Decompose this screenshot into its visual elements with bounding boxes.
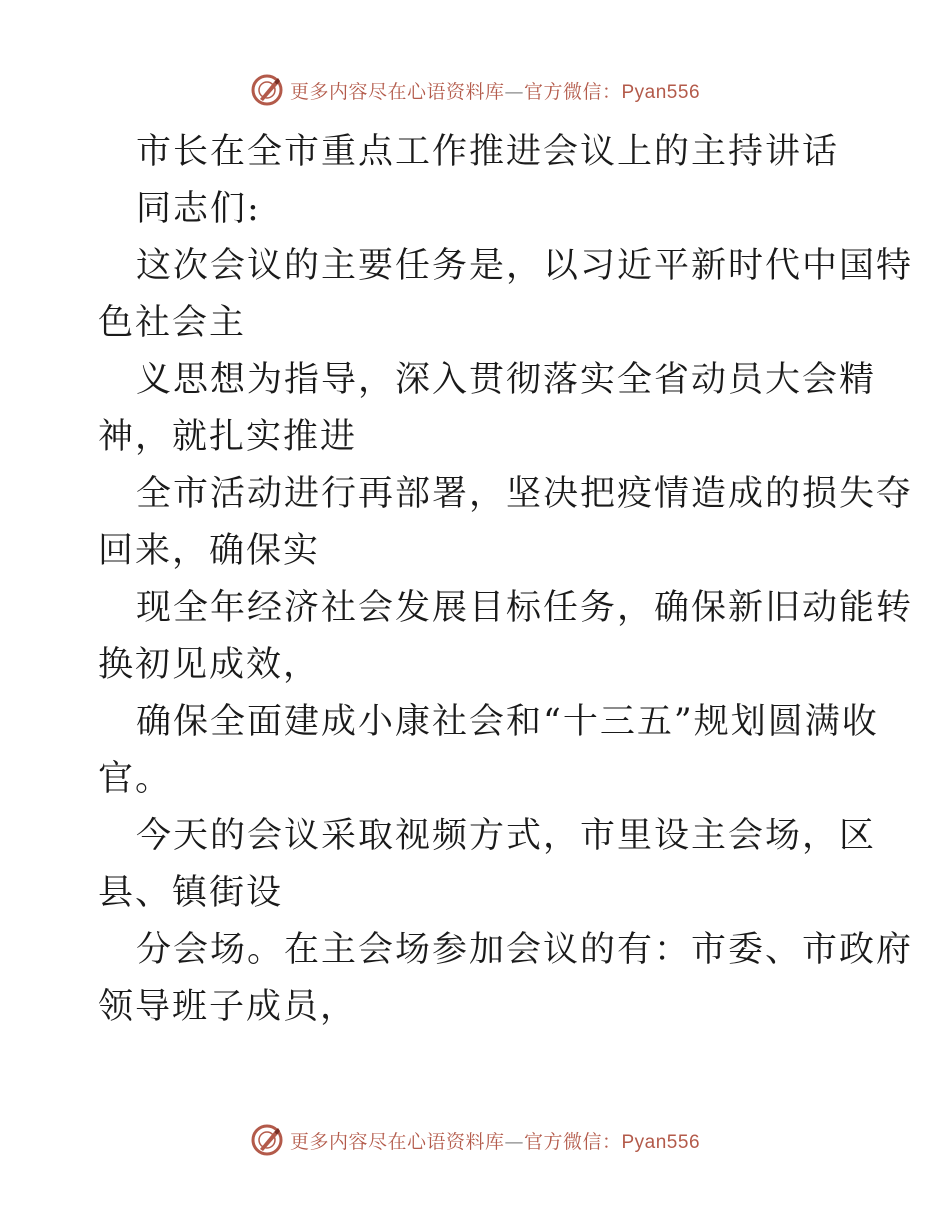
paragraph-line: 这次会议的主要任务是，以习近平新时代中国特 (136, 246, 914, 286)
paragraph-line: 义思想为指导，深入贯彻落实全省动员大会精 (136, 360, 877, 400)
header-banner-title: 更多内容尽在心语资料库 (289, 80, 505, 103)
header-banner-contact: 官方微信：Pyan556 (524, 81, 701, 103)
paragraph-line: 确保全面建成小康社会和“十三五”规划圆满收 (136, 702, 879, 742)
footer-banner-separator: — (504, 1130, 524, 1153)
document-title: 市长在全市重点工作推进会议上的主持讲话 (136, 132, 840, 172)
paragraph-line: 领导班子成员， (98, 987, 358, 1027)
paragraph-line: 官。 (98, 759, 173, 799)
footer-banner-text (290, 1127, 700, 1154)
paragraph-line: 分会场。在主会场参加会议的有：市委、市政府 (136, 930, 914, 970)
paragraph-line: 现全年经济社会发展目标任务，确保新旧动能转 (136, 588, 914, 628)
paragraph-line: 换初见成效， (98, 645, 321, 685)
salutation: 同志们: (136, 189, 261, 229)
paragraph-line: 色社会主 (98, 303, 247, 343)
paragraph-line: 全市活动进行再部署，坚决把疫情造成的损失夺 (136, 474, 914, 514)
header-banner-text (290, 77, 700, 104)
footer-banner-title: 更多内容尽在心语资料库 (289, 1130, 505, 1153)
header-banner (0, 70, 950, 110)
pen-circle-logo-icon (250, 73, 284, 107)
header-banner-separator: — (504, 80, 524, 103)
paragraph-line: 神，就扎实推进 (98, 417, 358, 457)
paragraph-line: 回来，确保实 (98, 531, 321, 571)
paragraph-line: 县、镇街设 (98, 873, 284, 913)
footer-banner (0, 1120, 950, 1160)
document-body (98, 124, 914, 1036)
paragraph-line: 今天的会议采取视频方式，市里设主会场，区 (136, 816, 877, 856)
pen-circle-logo-icon (250, 1123, 284, 1157)
footer-banner-contact: 官方微信：Pyan556 (524, 1131, 701, 1153)
